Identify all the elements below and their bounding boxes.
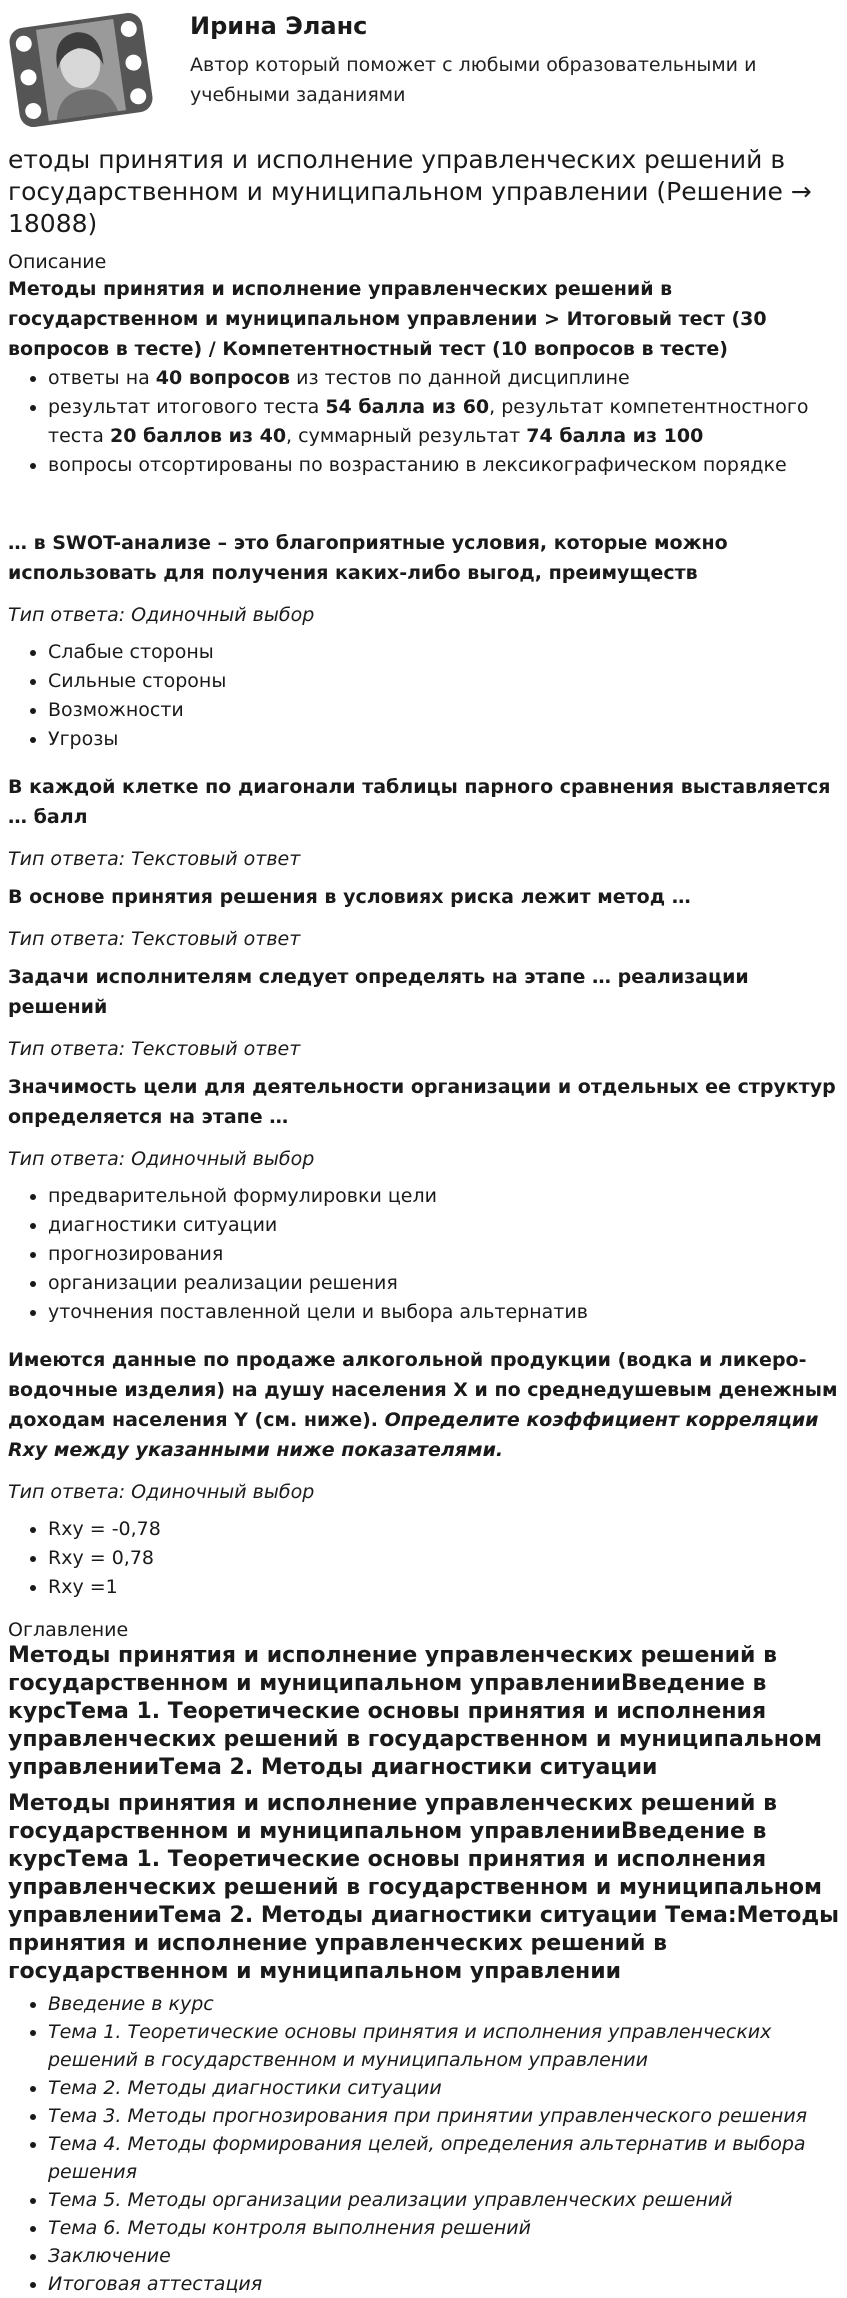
toc-item: • Заключение	[48, 2242, 839, 2270]
toc-heading: Методы принятия и исполнение управленческих решений в государственном и муниципальном управленииВведение в курсТема 1. Теоретические основы принятия и исполнения управленческих решений в государственном и муниципальном управленииТема 2. Методы диагностики ситуации Тема:Методы принятия и исполнение управленческих решений в государственном и муниципальном управлении	[8, 1791, 839, 1984]
list-item: • результат итогового теста 54 балла из 60, результат компетентностного теста 20 баллов из 40, суммарный результат 74 балла из 100	[48, 393, 839, 451]
author-card	[8, 0, 839, 140]
answer-type: Тип ответа: Текстовый ответ	[8, 928, 301, 950]
author-description: Автор который поможет с любыми образовательными и учебными заданиями	[190, 54, 757, 106]
answer-options	[8, 638, 839, 754]
description-heading: Методы принятия и исполнение управленческих решений в государственном и муниципальном управлении > Итоговый тест (30 вопросов в тесте) / Компетентностный тест (10 вопросов в тесте)	[8, 278, 767, 360]
question-text: … в SWOT-анализе – это благоприятные условия, которые можно использовать для получения каких-либо выгод, преимуществ	[8, 532, 728, 584]
toc-item: • Тема 2. Методы диагностики ситуации	[48, 2074, 839, 2102]
answer-type: Тип ответа: Одиночный выбор	[8, 1148, 315, 1170]
toc-item: • Итоговая аттестация	[48, 2270, 839, 2298]
avatar	[6, 6, 156, 134]
description-list	[8, 364, 839, 480]
list-item: • Угрозы	[48, 725, 839, 754]
list-item: • уточнения поставленной цели и выбора альтернатив	[48, 1298, 839, 1327]
toc-heading: Методы принятия и исполнение управленческих решений в государственном и муниципальном управленииВведение в курсТема 1. Теоретические основы принятия и исполнения управленческих решений в государственном и муниципальном управленииТема 2. Методы диагностики ситуации	[8, 1643, 823, 1780]
answer-options	[8, 1515, 839, 1602]
description-label: Описание	[8, 251, 107, 273]
toc-item: • Тема 5. Методы организации реализации управленческих решений	[48, 2186, 839, 2214]
page-title: етоды принятия и исполнение управленческих решений в государственном и муниципальном управлении (Решение → 18088)	[8, 145, 812, 238]
question-text: Имеются данные по продаже алкогольной продукции (водка и ликеро-водочные изделия) на душу населения X и по среднедушевым денежным доходам населения Y (см. ниже). Определите коэффициент корреляции Rxy между указанными ниже показателями.	[8, 1349, 838, 1461]
list-item: • Rxy = 0,78	[48, 1544, 839, 1573]
toc-item: • Тема 6. Методы контроля выполнения решений	[48, 2214, 839, 2242]
answer-type: Тип ответа: Текстовый ответ	[8, 1038, 301, 1060]
answer-type: Тип ответа: Одиночный выбор	[8, 604, 315, 626]
list-item: • Возможности	[48, 696, 839, 725]
list-item: • прогнозирования	[48, 1240, 839, 1269]
list-item: • Слабые стороны	[48, 638, 839, 667]
toc-item: • Тема 4. Методы формирования целей, определения альтернатив и выбора решения	[48, 2130, 839, 2186]
list-item: • предварительной формулировки цели	[48, 1182, 839, 1211]
list-item: • диагностики ситуации	[48, 1211, 839, 1240]
list-item: • Rxy = -0,78	[48, 1515, 839, 1544]
answer-options	[8, 1182, 839, 1327]
list-item: • организации реализации решения	[48, 1269, 839, 1298]
toc-item: • Тема 3. Методы прогнозирования при принятии управленческого решения	[48, 2102, 839, 2130]
list-item: • Сильные стороны	[48, 667, 839, 696]
answer-type: Тип ответа: Одиночный выбор	[8, 1481, 315, 1503]
toc-item: • Введение в курс	[48, 1990, 839, 2018]
answer-type: Тип ответа: Текстовый ответ	[8, 848, 301, 870]
toc-label: Оглавление	[8, 1619, 129, 1641]
question-text: В основе принятия решения в условиях риска лежит метод …	[8, 886, 691, 908]
question-text: Задачи исполнителям следует определять на этапе … реализации решений	[8, 966, 749, 1018]
list-item: • Rxy =1	[48, 1573, 839, 1602]
list-item: • ответы на 40 вопросов из тестов по данной дисциплине	[48, 364, 839, 393]
author-name[interactable]: Ирина Эланс	[190, 12, 368, 40]
list-item: • вопросы отсортированы по возрастанию в лексикографическом порядке	[48, 451, 839, 480]
question-text: В каждой клетке по диагонали таблицы парного сравнения выставляется … балл	[8, 776, 831, 828]
toc-list	[8, 1990, 839, 2298]
author-info	[190, 6, 790, 110]
question-text: Значимость цели для деятельности организации и отдельных ее структур определяется на этапе …	[8, 1076, 836, 1128]
toc-item: • Тема 1. Теоретические основы принятия и исполнения управленческих решений в государственном и муниципальном управлении	[48, 2018, 839, 2074]
